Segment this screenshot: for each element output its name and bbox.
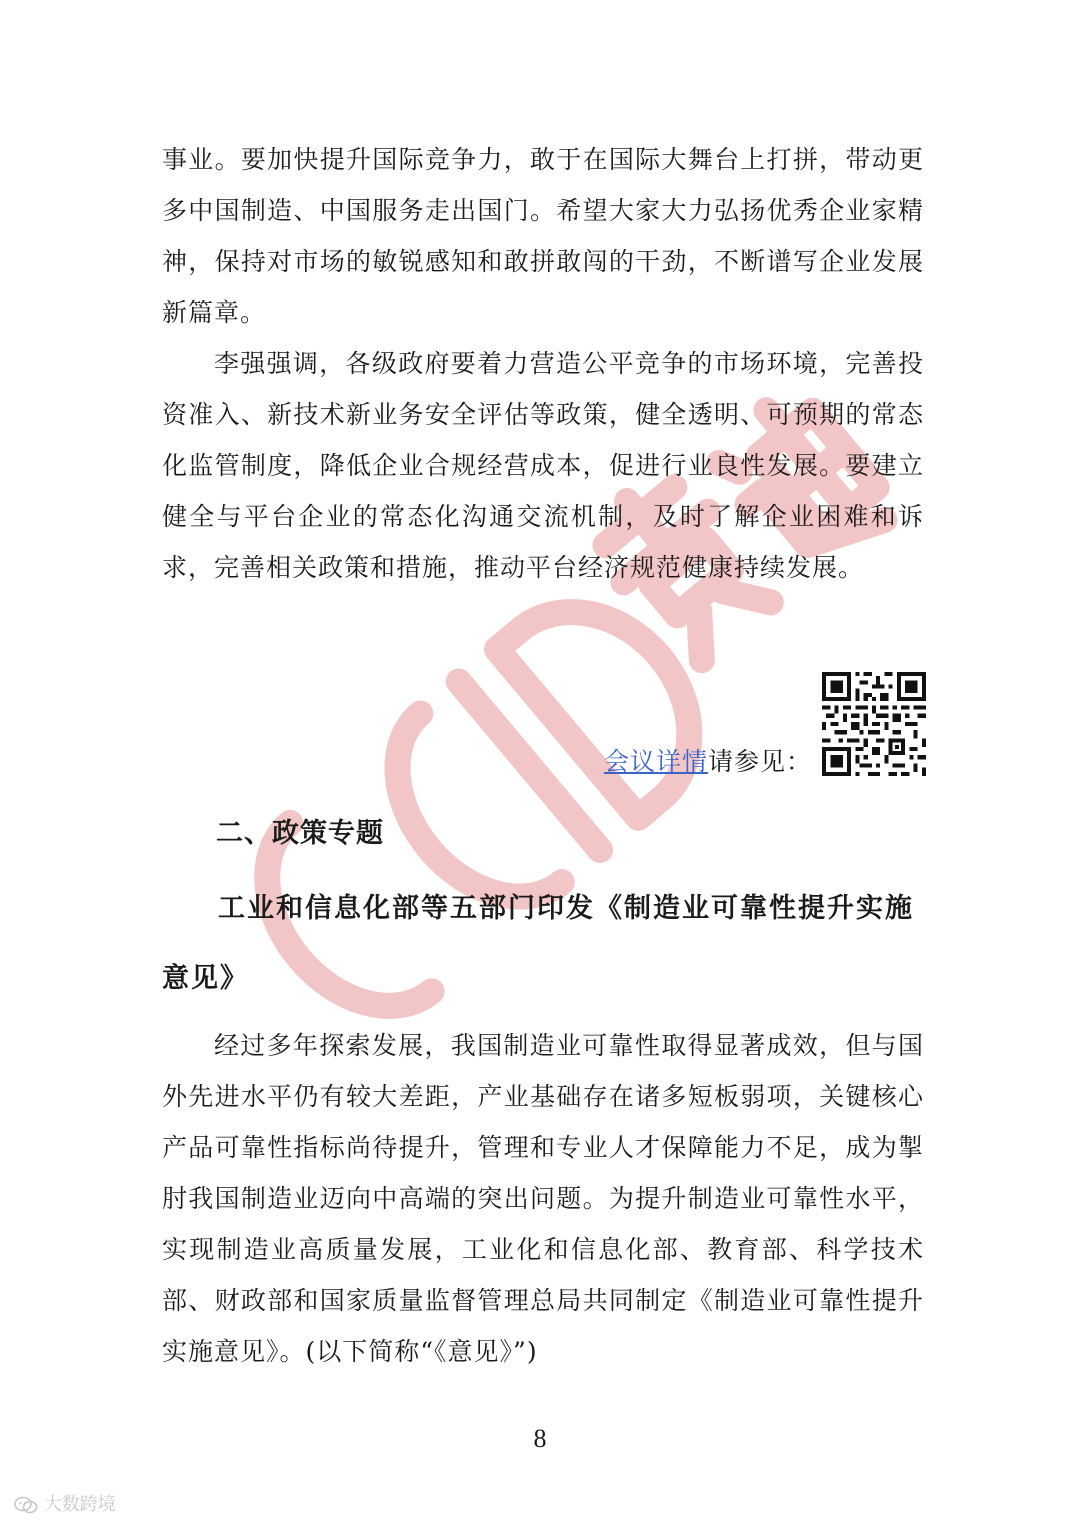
qr-code-icon[interactable] bbox=[822, 672, 926, 776]
article-title-line-1: 工业和信息化部等五部门印发《制造业可靠性提升实施 bbox=[218, 893, 914, 924]
article-paragraph: 经过多年探索发展，我国制造业可靠性取得显著成效，但与国外先进水平仍有较大差距，产业基础存在诸多短板弱项，关键核心产品可靠性指标尚待提升，管理和专业人才保障能力不足，成为掣肘我国制造业迈向中高端的突出问题。为提升制造业可靠性水平，实现制造业高质量发展，工业化和信息化部、教育部、科学技术部、财政部和国家质量监督管理总局共同制定《制造业可靠性提升实施意见》。(以下简称“《意见》”) bbox=[162, 1031, 924, 1366]
paragraph-li-qiang: 李强强调，各级政府要着力营造公平竞争的市场环境，完善投资准入、新技术新业务安全评估等政策，健全透明、可预期的常态化监管制度，降低企业合规经营成本，促进行业良性发展。要建立健全与平台企业的常态化沟通交流机制，及时了解企业困难和诉求，完善相关政策和措施，推动平台经济规范健康持续发展。 bbox=[162, 349, 924, 582]
chat-bubble-icon bbox=[14, 1495, 38, 1515]
source-credit bbox=[14, 1490, 116, 1516]
qr-caption bbox=[604, 746, 812, 778]
meeting-details-link[interactable]: 会议详情 bbox=[604, 747, 709, 776]
paragraph-continuation: 事业。要加快提升国际竞争力，敢于在国际大舞台上打拼，带动更多中国制造、中国服务走出国门。希望大家大力弘扬优秀企业家精神，保持对市场的敏锐感知和敢拼敢闯的干劲，不断谱写企业发展新篇章。 bbox=[162, 145, 924, 327]
section-heading: 二、政策专题 bbox=[216, 818, 384, 849]
meeting-details-block bbox=[604, 672, 926, 780]
qr-caption-rest: 请参见： bbox=[708, 747, 813, 776]
article-title-line-2: 意见》 bbox=[162, 963, 249, 994]
article-body bbox=[162, 1020, 924, 1377]
article-title bbox=[162, 874, 926, 1014]
page-number: 8 bbox=[533, 1424, 547, 1453]
source-credit-text: 大数跨境 bbox=[43, 1494, 116, 1515]
top-body-text bbox=[162, 134, 924, 593]
